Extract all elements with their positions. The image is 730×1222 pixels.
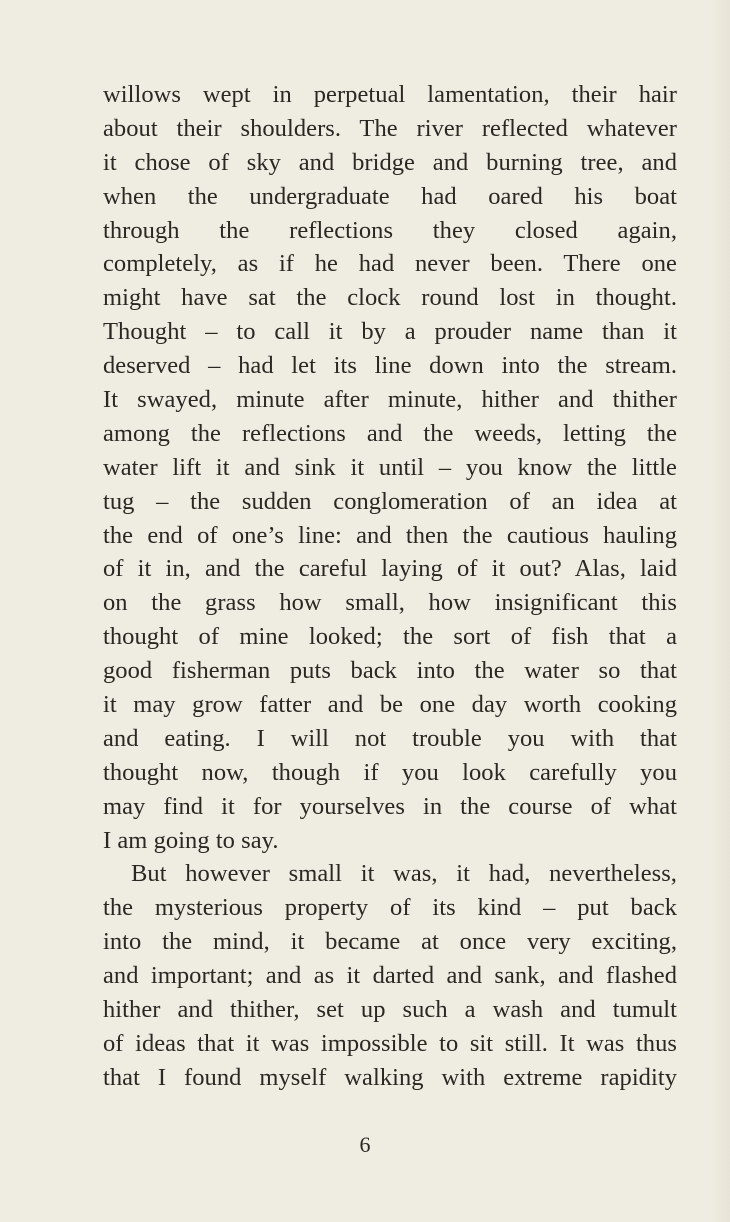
text-line: it may grow fatter and be one day worth cooking <box>103 691 677 719</box>
text-line: when the undergraduate had oared his boat <box>103 182 677 210</box>
text-line: into the mind, it became at once very exciting, <box>103 928 677 956</box>
text-line: that I found myself walking with extreme rapidity <box>103 1063 677 1091</box>
text-line: among the reflections and the weeds, letting the <box>103 419 677 447</box>
text-line: good fisherman puts back into the water so that <box>103 657 677 685</box>
page-edge-shadow <box>712 0 730 1222</box>
text-line: might have sat the clock round lost in thought. <box>103 284 677 312</box>
text-line: the end of one’s line: and then the cautious hauling <box>103 521 677 549</box>
text-line: But however small it was, it had, nevertheless, <box>131 860 677 888</box>
text-line: thought of mine looked; the sort of fish that a <box>103 623 677 651</box>
text-line: and important; and as it darted and sank, and flashed <box>103 962 677 990</box>
text-line: It swayed, minute after minute, hither and thither <box>103 386 677 414</box>
text-line: thought now, though if you look carefully you <box>103 758 677 786</box>
text-line: hither and thither, set up such a wash and tumult <box>103 996 677 1024</box>
text-line: through the reflections they closed again, <box>103 216 677 244</box>
text-line: of it in, and the careful laying of it out? Alas, laid <box>103 555 677 583</box>
text-line: and eating. I will not trouble you with that <box>103 724 677 752</box>
text-line: water lift it and sink it until – you know the little <box>103 453 677 481</box>
text-line: Thought – to call it by a prouder name than it <box>103 318 677 346</box>
body-text <box>103 78 677 1095</box>
text-line: willows wept in perpetual lamentation, their hair <box>103 81 677 108</box>
paragraph-2 <box>103 857 677 1094</box>
text-line: I am going to say. <box>103 826 279 854</box>
text-line: tug – the sudden conglomeration of an idea at <box>103 487 677 515</box>
paragraph-1 <box>103 78 677 857</box>
page-number: 6 <box>359 1132 371 1157</box>
text-line: completely, as if he had never been. There one <box>103 250 677 278</box>
text-line: the mysterious property of its kind – put back <box>103 894 677 922</box>
text-line: deserved – had let its line down into the stream. <box>103 352 677 380</box>
text-line: about their shoulders. The river reflected whatever <box>103 114 677 142</box>
text-line: may find it for yourselves in the course of what <box>103 792 677 820</box>
text-line: it chose of sky and bridge and burning tree, and <box>103 148 677 176</box>
text-line: of ideas that it was impossible to sit still. It was thus <box>103 1029 677 1057</box>
text-line: on the grass how small, how insignificant this <box>103 589 677 617</box>
